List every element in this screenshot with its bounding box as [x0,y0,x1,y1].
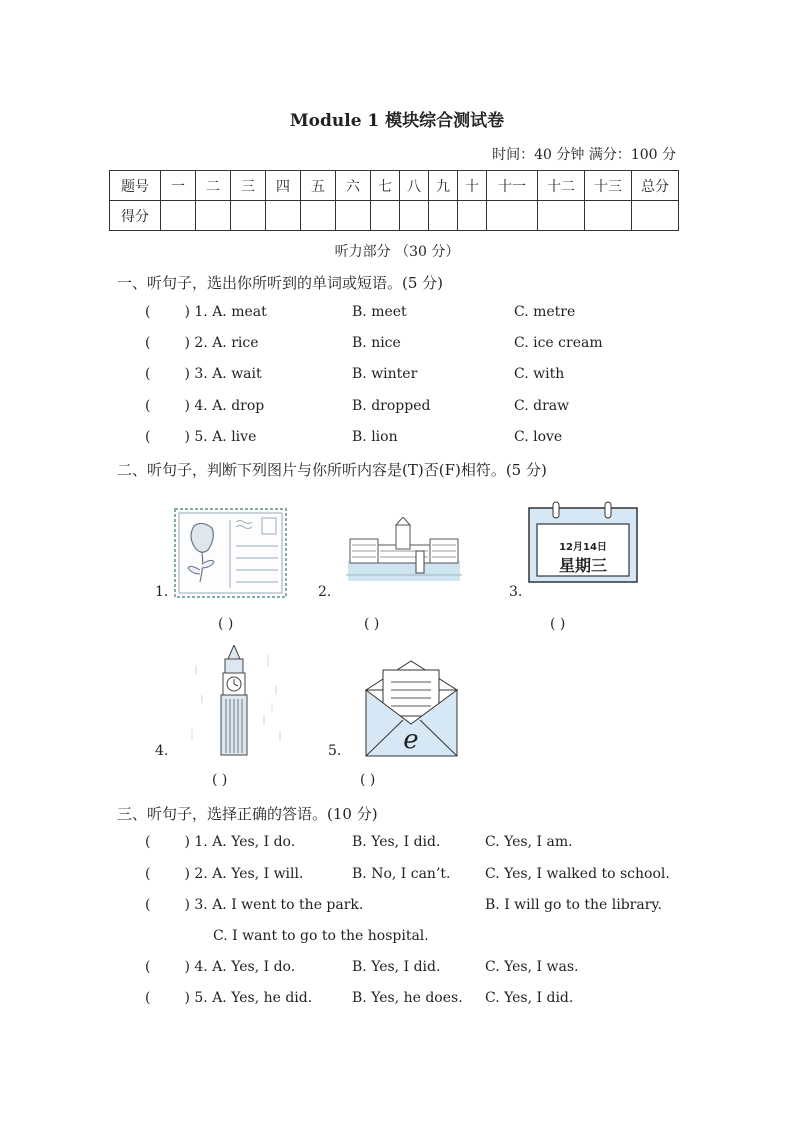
table-cell: 六 [336,171,371,201]
list-item[interactable]: ( ) 2. A. rice [145,335,259,351]
score-input-cell[interactable] [458,201,487,231]
score-input-cell[interactable] [196,201,231,231]
option-b: B. No, I can’t. [352,866,451,882]
score-input-cell[interactable] [301,201,336,231]
table-cell: 十二 [538,171,585,201]
answer-blank[interactable]: ( ) [212,772,228,788]
score-input-cell[interactable] [538,201,585,231]
option-b: B. winter [352,366,418,382]
table-cell: 二 [196,171,231,201]
list-item[interactable]: ( ) 4. A. drop [145,398,265,414]
answer-blank[interactable]: ( ) [360,772,376,788]
score-table [109,170,679,231]
table-cell: 七 [371,171,400,201]
list-item[interactable]: ( ) 1. A. Yes, I do. [145,834,296,850]
option-b: B. lion [352,429,398,445]
option-c: C. with [514,366,565,382]
table-cell: 九 [429,171,458,201]
option-b: B. Yes, he does. [352,990,463,1006]
time-info: 时间：40 分钟 满分：100 分 [492,147,676,163]
score-input-cell[interactable] [400,201,429,231]
list-item[interactable]: ( ) 1. A. meat [145,304,267,320]
option-c: C. Yes, I am. [485,834,573,850]
postcard-image [174,508,287,598]
table-cell: 三 [231,171,266,201]
option-c: C. I want to go to the hospital. [213,928,429,944]
answer-blank[interactable]: ( ) [218,616,234,632]
picture-number: 3. [509,584,523,600]
section2-title: 二、听句子，判断下列图片与你所听内容是(T)否(F)相符。(5 分) [117,461,547,479]
score-table-header-row [110,171,679,201]
email-envelope-image [365,660,458,758]
list-item[interactable]: ( ) 4. A. Yes, I do. [145,959,296,975]
table-cell: 总分 [632,171,679,201]
table-cell: 题号 [110,171,161,201]
option-c: C. Yes, I walked to school. [485,866,670,882]
option-b: B. meet [352,304,407,320]
table-cell: 一 [161,171,196,201]
list-item[interactable]: ( ) 3. A. wait [145,366,262,382]
building-image [346,517,462,583]
option-c: C. ice cream [514,335,603,351]
option-c: C. Yes, I was. [485,959,579,975]
score-input-cell[interactable] [231,201,266,231]
section3-title: 三、听句子，选择正确的答语。(10 分) [117,805,378,823]
calendar-date: 12月14日 [559,542,607,553]
table-cell: 十三 [585,171,632,201]
list-item[interactable]: ( ) 5. A. Yes, he did. [145,990,313,1006]
table-cell: 四 [266,171,301,201]
option-b: B. dropped [352,398,431,414]
option-c: C. draw [514,398,570,414]
score-input-cell[interactable] [161,201,196,231]
big-ben-image [188,645,288,757]
picture-number: 2. [318,584,332,600]
option-b: B. nice [352,335,401,351]
svg-text:e: e [403,725,419,755]
picture-number: 5. [328,743,342,759]
table-cell: 五 [301,171,336,201]
list-item[interactable]: ( ) 3. A. I went to the park. [145,897,364,913]
score-input-cell[interactable] [487,201,538,231]
page-title: Module 1 模块综合测试卷 [289,111,505,131]
listening-header: 听力部分 （30 分） [334,244,460,260]
option-c: C. Yes, I did. [485,990,574,1006]
option-c: C. love [514,429,563,445]
score-input-cell[interactable] [585,201,632,231]
score-input-cell[interactable] [632,201,679,231]
table-cell: 十一 [487,171,538,201]
table-cell: 八 [400,171,429,201]
score-input-cell[interactable] [266,201,301,231]
table-cell: 十 [458,171,487,201]
score-input-cell[interactable] [429,201,458,231]
list-item[interactable]: ( ) 2. A. Yes, I will. [145,866,304,882]
option-c: C. metre [514,304,576,320]
picture-number: 1. [155,584,169,600]
list-item[interactable]: ( ) 5. A. live [145,429,257,445]
section1-title: 一、听句子，选出你所听到的单词或短语。(5 分) [117,274,444,292]
score-table-score-row [110,201,679,231]
option-b: B. Yes, I did. [352,834,441,850]
score-input-cell[interactable] [336,201,371,231]
option-b: B. I will go to the library. [485,897,662,913]
score-input-cell[interactable] [371,201,400,231]
picture-number: 4. [155,743,169,759]
option-b: B. Yes, I did. [352,959,441,975]
answer-blank[interactable]: ( ) [550,616,566,632]
answer-blank[interactable]: ( ) [364,616,380,632]
calendar-weekday: 星期三 [558,556,607,575]
table-cell: 得分 [110,201,161,231]
